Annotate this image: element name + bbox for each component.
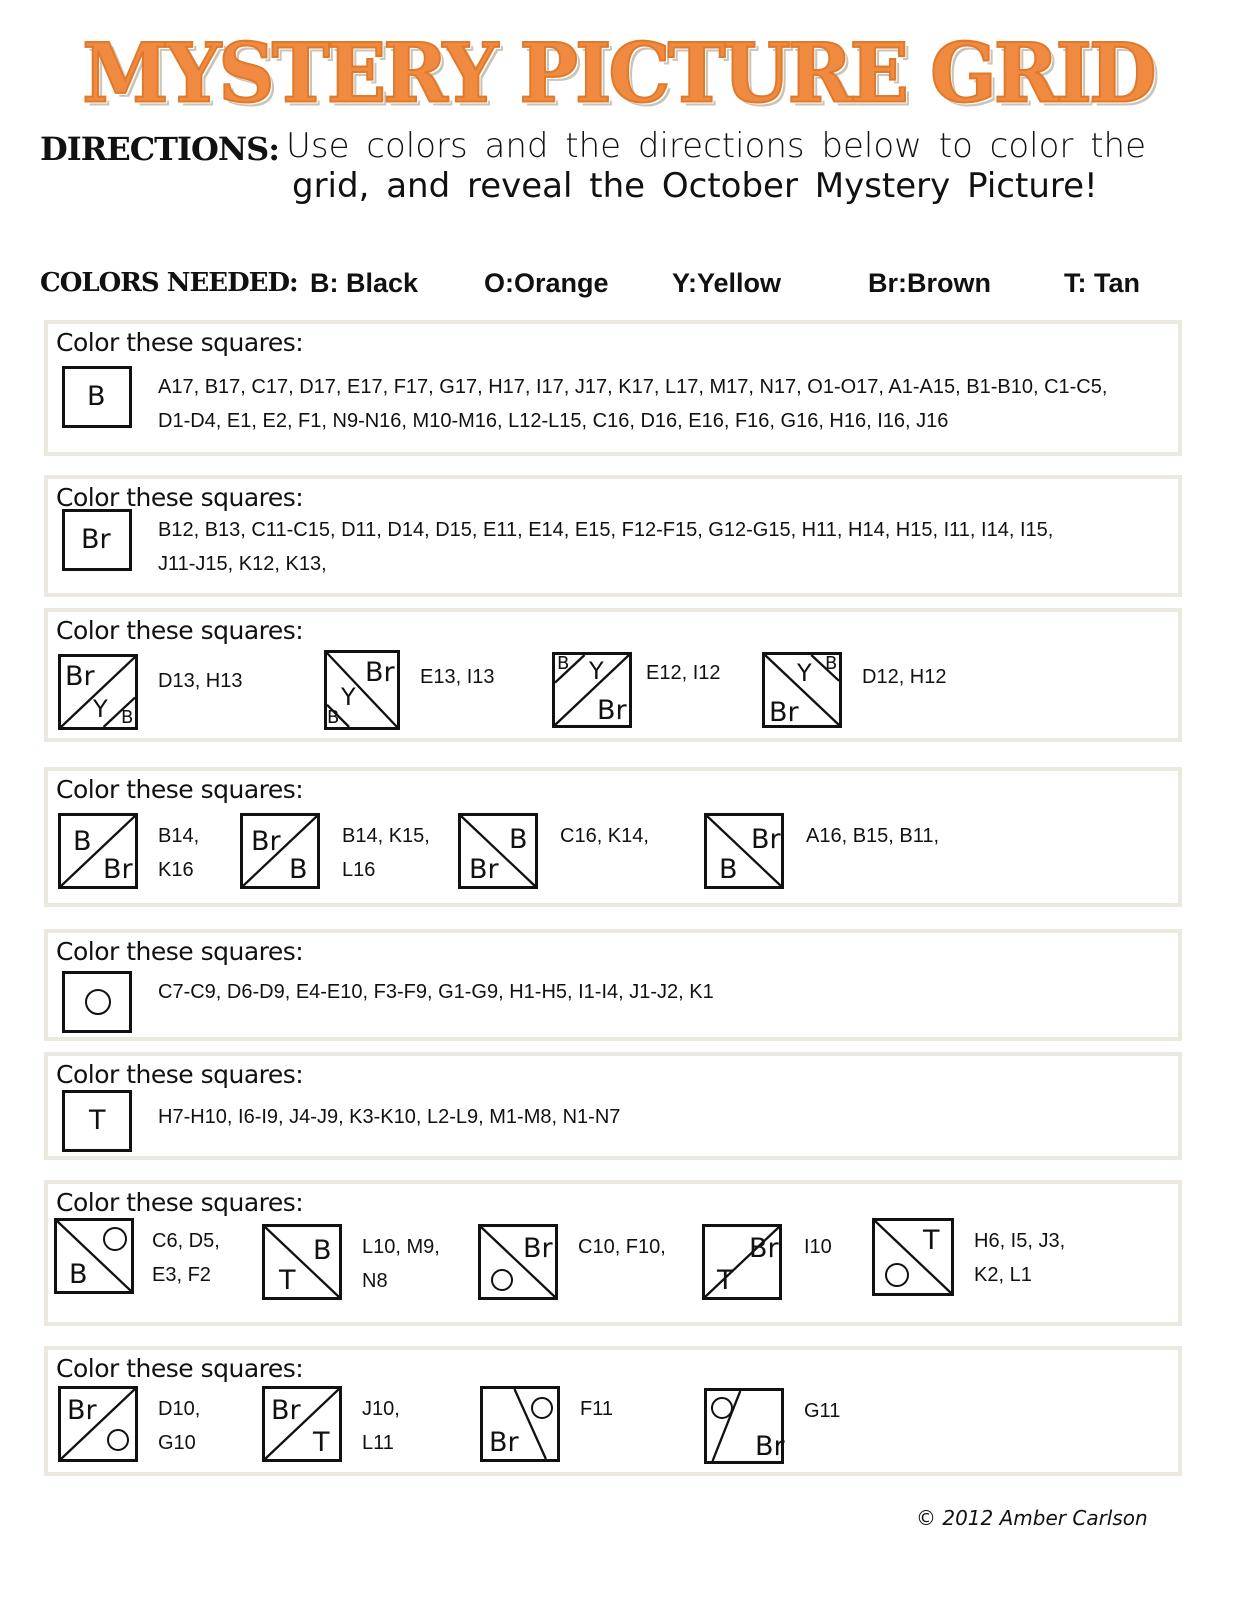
cells-line-1: H6, I5, J3, [974,1230,1066,1252]
split-square [872,1218,954,1296]
square-label: Y [589,657,604,685]
square-label: B [313,1235,332,1266]
orange-circle-icon [107,1429,129,1451]
color-orange: O:Orange [484,268,609,298]
section-black-brown [44,767,1182,907]
split-square [704,813,784,889]
directions-line-2-end: Mystery Picture! [814,166,1098,206]
color-yellow: Y:Yellow [672,268,782,298]
split-square [240,813,320,889]
cells: E13, I13 [420,666,495,688]
square-label: Br [489,1427,519,1458]
orange-circle-icon [885,1263,909,1287]
square-label: B [73,826,92,857]
colors-needed [40,268,1160,302]
cells-line-1: A17, B17, C17, D17, E17, F17, G17, H17, I17, J17, K17, L17, M17, N17, O1-O17, A1-A15, B1-B10, C1-C5, [158,376,1108,398]
cells-line-1: B14, K15, [342,825,430,847]
copyright: © 2012 Amber Carlson [916,1506,1148,1530]
section-title: Color these squares: [56,328,304,357]
section-title: Color these squares: [56,616,304,645]
square-key [62,971,132,1033]
square-label: T [923,1225,940,1256]
square-label: Br [755,1431,785,1462]
square-key [62,366,132,428]
section-brown-combos [44,1346,1182,1476]
square-label: B [509,824,528,855]
split-square [58,654,138,730]
square-label: Br [523,1233,553,1264]
cells-line-1: F11 [580,1398,613,1420]
cells-line-1: D10, [158,1398,201,1420]
square-label: B [327,707,340,728]
directions-line-1: Use colors and the directions below to color the [286,126,1146,166]
cells-line-2: N8 [362,1270,388,1292]
square-label: B [557,653,570,674]
square-label: Br [67,1395,97,1426]
cells-line-2: L11 [362,1432,394,1454]
month-name: October [661,166,798,206]
cells-line-1: H7-H10, I6-I9, J4-J9, K3-K10, L2-L9, M1-M8, N1-N7 [158,1106,621,1128]
square-label: Br [251,826,281,857]
split-square [262,1386,342,1462]
cells-line-1: C6, D5, [152,1230,220,1252]
square-label: B [121,707,134,728]
square-label: Br [597,695,627,726]
section-title: Color these squares: [56,1188,304,1217]
section-title: Color these squares: [56,483,304,512]
split-square [704,1388,784,1464]
square-label: Br [749,1233,779,1264]
square-label: Br [365,657,395,688]
cells-line-1: J10, [362,1398,400,1420]
section-orange [44,929,1182,1041]
split-square [552,652,632,728]
section-title: Color these squares: [56,1060,304,1089]
split-square [54,1218,134,1294]
square-label: Y [797,659,812,687]
square-label: Br [271,1395,301,1426]
split-square [478,1224,558,1300]
cells-line-1: C7-C9, D6-D9, E4-E10, F3-F9, G1-G9, H1-H5, I1-I4, J1-J2, K1 [158,981,714,1003]
section-title: Color these squares: [56,937,304,966]
cells-line-1: B12, B13, C11-C15, D11, D14, D15, E11, E14, E15, F12-F15, G12-G15, H11, H14, H15, I11, I14, I15, [158,519,1054,541]
cells-line-1: C16, K14, [560,825,649,847]
split-square [262,1224,342,1300]
cells: E12, I12 [646,662,721,684]
square-label: T [279,1265,296,1296]
square-label: T [717,1265,734,1296]
orange-circle-icon [491,1269,513,1291]
section-tan [44,1052,1182,1160]
section-black [44,320,1182,456]
directions-label: DIRECTIONS: [40,130,279,168]
cells-line-2: K2, L1 [974,1264,1032,1286]
section-orange-combos [44,1180,1182,1326]
cells-line-1: B14, [158,825,200,847]
cells: D13, H13 [158,670,243,692]
split-square [58,813,138,889]
square-label: Y [341,683,356,711]
cells-line-2: K16 [158,859,194,881]
orange-circle-icon [85,989,111,1015]
orange-circle-icon [711,1397,733,1419]
square-label: Br [769,697,799,728]
split-square [702,1224,782,1300]
page-title: MYSTERY PICTURE GRID [82,25,1154,122]
directions-line-2-start: grid, and reveal the [292,166,646,206]
orange-circle-icon [103,1227,127,1251]
cells-line-2: J11-J15, K12, K13, [158,553,327,575]
section-title: Color these squares: [56,1354,304,1383]
cells-line-2: E3, F2 [152,1264,211,1286]
square-label: B [289,854,308,885]
cells: D12, H12 [862,666,947,688]
square-label: Br [103,854,133,885]
cells-line-2: D1-D4, E1, E2, F1, N9-N16, M10-M16, L12-L15, C16, D16, E16, F16, G16, H16, I16, J16 [158,410,949,432]
section-brown-yellow-black [44,608,1182,742]
square-key [62,509,132,571]
cells-line-1: G11 [804,1400,841,1422]
square-label: Br [751,824,781,855]
section-title: Color these squares: [56,775,304,804]
square-label: Y [93,695,108,723]
square-label: T [313,1427,330,1458]
split-square [458,813,538,889]
square-label: Br [65,661,95,692]
square-label: B [719,854,738,885]
cells-line-1: A16, B15, B11, [806,825,940,847]
square-label: Br [469,854,499,885]
colors-needed-label: COLORS NEEDED: [40,268,298,298]
square-label: B [87,381,106,412]
split-square [480,1386,560,1462]
color-tan: T: Tan [1064,268,1140,298]
square-label: B [825,653,838,674]
square-label: Br [81,524,111,555]
split-square [324,650,400,730]
color-brown: Br:Brown [868,268,991,298]
cells-line-1: C10, F10, [578,1236,666,1258]
orange-circle-icon [531,1397,553,1419]
directions-line-2 [292,166,1098,206]
square-key [62,1090,132,1152]
split-square [762,652,842,728]
split-square [58,1386,138,1462]
square-label: B [69,1259,88,1290]
square-label: T [89,1105,106,1136]
cells-line-2: L16 [342,859,376,881]
cells-line-1: L10, M9, [362,1236,440,1258]
cells-line-2: G10 [158,1432,196,1454]
section-brown [44,475,1182,597]
cells-line-1: I10 [804,1236,832,1258]
color-black: B: Black [310,268,419,298]
